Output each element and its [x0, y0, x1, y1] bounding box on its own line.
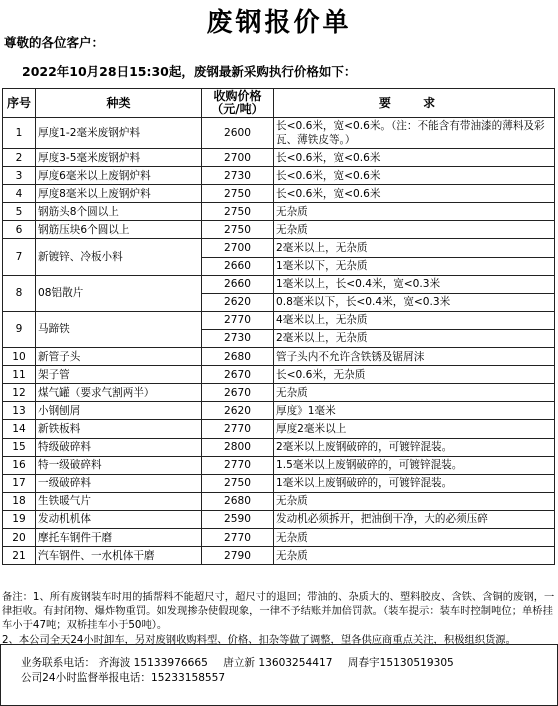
scrap-type: 钢筋压块6个圆以上 [36, 221, 202, 239]
price-cell: 2750 [202, 185, 274, 203]
row-number: 5 [3, 203, 36, 221]
row-number: 21 [3, 547, 36, 565]
row-number: 2 [3, 149, 36, 167]
scrap-type: 厚度6毫米以上废钢炉料 [36, 167, 202, 185]
row-number: 14 [3, 420, 36, 438]
price-cell: 2590 [202, 510, 274, 528]
requirement-cell: 2毫米以上废钢破碎的，可镀锌混装。 [274, 438, 555, 456]
price-cell: 2700 [202, 149, 274, 167]
requirement-cell: 1毫米以上废钢破碎的，可镀锌混装。 [274, 474, 555, 492]
price-cell: 2680 [202, 348, 274, 366]
table-row [3, 438, 555, 456]
requirement-cell: 无杂质 [274, 492, 555, 510]
requirement-cell: 管子头内不允许含铁锈及锯屑沫 [274, 348, 555, 366]
table-header-row [3, 89, 555, 118]
scrap-type: 摩托车钢件干磨 [36, 528, 202, 546]
table-row [3, 474, 555, 492]
price-cell: 2750 [202, 203, 274, 221]
scrap-type: 钢筋头8个圆以上 [36, 203, 202, 221]
table-row [3, 348, 555, 366]
requirement-cell: 0.8毫米以下，长<0.4米，宽<0.3米 [274, 293, 555, 311]
header-type: 种类 [36, 89, 202, 118]
scrap-type: 厚度3-5毫米废钢炉料 [36, 149, 202, 167]
contact-person-2: 唐立新 13603254417 [223, 657, 333, 669]
table-row [3, 221, 555, 239]
table-row [3, 275, 555, 293]
scrap-type: 煤气罐（要求气割两半） [36, 384, 202, 402]
header-no: 序号 [3, 89, 36, 118]
scrap-type: 马蹄铁 [36, 311, 202, 347]
scrap-type: 特一级破碎料 [36, 456, 202, 474]
requirement-cell: 无杂质 [274, 203, 555, 221]
row-number: 11 [3, 366, 36, 384]
row-number: 7 [3, 239, 36, 275]
price-notice: 2022年10月28日15:30起，废钢最新采购执行价格如下： [22, 64, 357, 79]
table-row [3, 149, 555, 167]
header-requirement: 要 求 [274, 89, 555, 118]
requirement-cell: 无杂质 [274, 384, 555, 402]
row-number: 12 [3, 384, 36, 402]
scrap-type: 汽车钢件、一水机体干磨 [36, 547, 202, 565]
table-row [3, 402, 555, 420]
report-hotline: 公司24小时监督举报电话：15233158557 [21, 672, 226, 684]
table-row [3, 384, 555, 402]
scrap-type: 生铁暖气片 [36, 492, 202, 510]
scrap-type: 厚度1-2毫米废钢炉料 [36, 118, 202, 149]
row-number: 13 [3, 402, 36, 420]
price-cell: 2770 [202, 456, 274, 474]
scrap-type: 特级破碎料 [36, 438, 202, 456]
requirement-cell: 发动机必须拆开，把油倒干净，大的必须压碎 [274, 510, 555, 528]
price-cell: 2620 [202, 402, 274, 420]
scrap-type: 发动机机体 [36, 510, 202, 528]
table-row [3, 311, 555, 329]
price-cell: 2670 [202, 384, 274, 402]
price-cell: 2670 [202, 366, 274, 384]
price-cell: 2770 [202, 528, 274, 546]
requirement-cell: 1毫米以上，长<0.4米，宽<0.3米 [274, 275, 555, 293]
price-table [2, 88, 555, 565]
requirement-cell: 无杂质 [274, 221, 555, 239]
contact-person-3: 周春宇15130519305 [347, 657, 454, 669]
scrap-type: 新管子头 [36, 348, 202, 366]
table-row [3, 366, 555, 384]
row-number: 17 [3, 474, 36, 492]
price-cell: 2730 [202, 329, 274, 347]
requirement-cell: 厚度2毫米以上 [274, 420, 555, 438]
requirement-cell: 无杂质 [274, 528, 555, 546]
row-number: 3 [3, 167, 36, 185]
row-number: 9 [3, 311, 36, 347]
requirement-cell: 长<0.6米，宽<0.6米。（注：不能含有带油漆的薄料及彩瓦、薄铁皮等。） [274, 118, 555, 149]
table-body [3, 118, 555, 565]
price-cell: 2800 [202, 438, 274, 456]
price-cell: 2770 [202, 420, 274, 438]
price-cell: 2660 [202, 275, 274, 293]
row-number: 8 [3, 275, 36, 311]
contact-box [0, 644, 558, 706]
price-cell: 2620 [202, 293, 274, 311]
row-number: 20 [3, 528, 36, 546]
requirement-cell: 4毫米以上，无杂质 [274, 311, 555, 329]
row-number: 18 [3, 492, 36, 510]
table-row [3, 203, 555, 221]
scrap-type: 新镀锌、冷板小料 [36, 239, 202, 275]
requirement-cell: 1.5毫米以上废钢破碎的，可镀锌混装。 [274, 456, 555, 474]
row-number: 16 [3, 456, 36, 474]
table-row [3, 185, 555, 203]
price-cell: 2730 [202, 167, 274, 185]
table-row [3, 510, 555, 528]
requirement-cell: 厚度》1毫米 [274, 402, 555, 420]
price-cell: 2750 [202, 221, 274, 239]
page-title: 废钢报价单 [206, 8, 352, 38]
notes [2, 590, 555, 647]
scrap-type: 架子管 [36, 366, 202, 384]
price-cell: 2660 [202, 257, 274, 275]
table-row [3, 118, 555, 149]
table-row [3, 420, 555, 438]
price-cell: 2600 [202, 118, 274, 149]
scrap-type: 一级破碎料 [36, 474, 202, 492]
note-1: 备注：1、所有废钢装车时用的插帮料不能超尺寸，超尺寸的退回；带油的、杂质大的、塑料胶皮、含铁、含铜的废钢，一律拒收。有封闭物、爆炸物重罚。如发现掺杂使假现象，一律不予结账并加倍罚款。（装车提示：装车时控制吨位；单桥挂车小于47吨；双桥挂车小于50吨）。 [2, 591, 555, 632]
requirement-cell: 长<0.6米，宽<0.6米 [274, 185, 555, 203]
table-row [3, 492, 555, 510]
table-row [3, 456, 555, 474]
scrap-type: 新铁板料 [36, 420, 202, 438]
row-number: 19 [3, 510, 36, 528]
requirement-cell: 长<0.6米，无杂质 [274, 366, 555, 384]
table-row [3, 167, 555, 185]
row-number: 1 [3, 118, 36, 149]
requirement-cell: 长<0.6米，宽<0.6米 [274, 167, 555, 185]
requirement-cell: 2毫米以上，无杂质 [274, 329, 555, 347]
scrap-type: 厚度8毫米以上废钢炉料 [36, 185, 202, 203]
row-number: 4 [3, 185, 36, 203]
requirement-cell: 1毫米以下，无杂质 [274, 257, 555, 275]
note-2: 2、本公司全天24小时卸车，另对废钢收购料型、价格、扣杂等做了调整，望各供应商重点关注，积极组织货源。 [2, 633, 516, 646]
greeting: 尊敬的各位客户： [4, 35, 105, 50]
price-cell: 2770 [202, 311, 274, 329]
row-number: 6 [3, 221, 36, 239]
price-cell: 2790 [202, 547, 274, 565]
row-number: 10 [3, 348, 36, 366]
requirement-cell: 2毫米以上，无杂质 [274, 239, 555, 257]
table-row [3, 239, 555, 257]
row-number: 15 [3, 438, 36, 456]
contact-person-1: 齐海波 15133976665 [98, 657, 208, 669]
price-cell: 2680 [202, 492, 274, 510]
table-row [3, 528, 555, 546]
scrap-type: 小钢刨屑 [36, 402, 202, 420]
contact-label: 业务联系电话： [21, 657, 96, 669]
scrap-type: 08铝散片 [36, 275, 202, 311]
header-price: 收购价格（元/吨） [202, 89, 274, 118]
requirement-cell: 长<0.6米，宽<0.6米 [274, 149, 555, 167]
price-cell: 2700 [202, 239, 274, 257]
requirement-cell: 无杂质 [274, 547, 555, 565]
contact-line-1 [21, 655, 454, 670]
table-row [3, 547, 555, 565]
price-cell: 2750 [202, 474, 274, 492]
